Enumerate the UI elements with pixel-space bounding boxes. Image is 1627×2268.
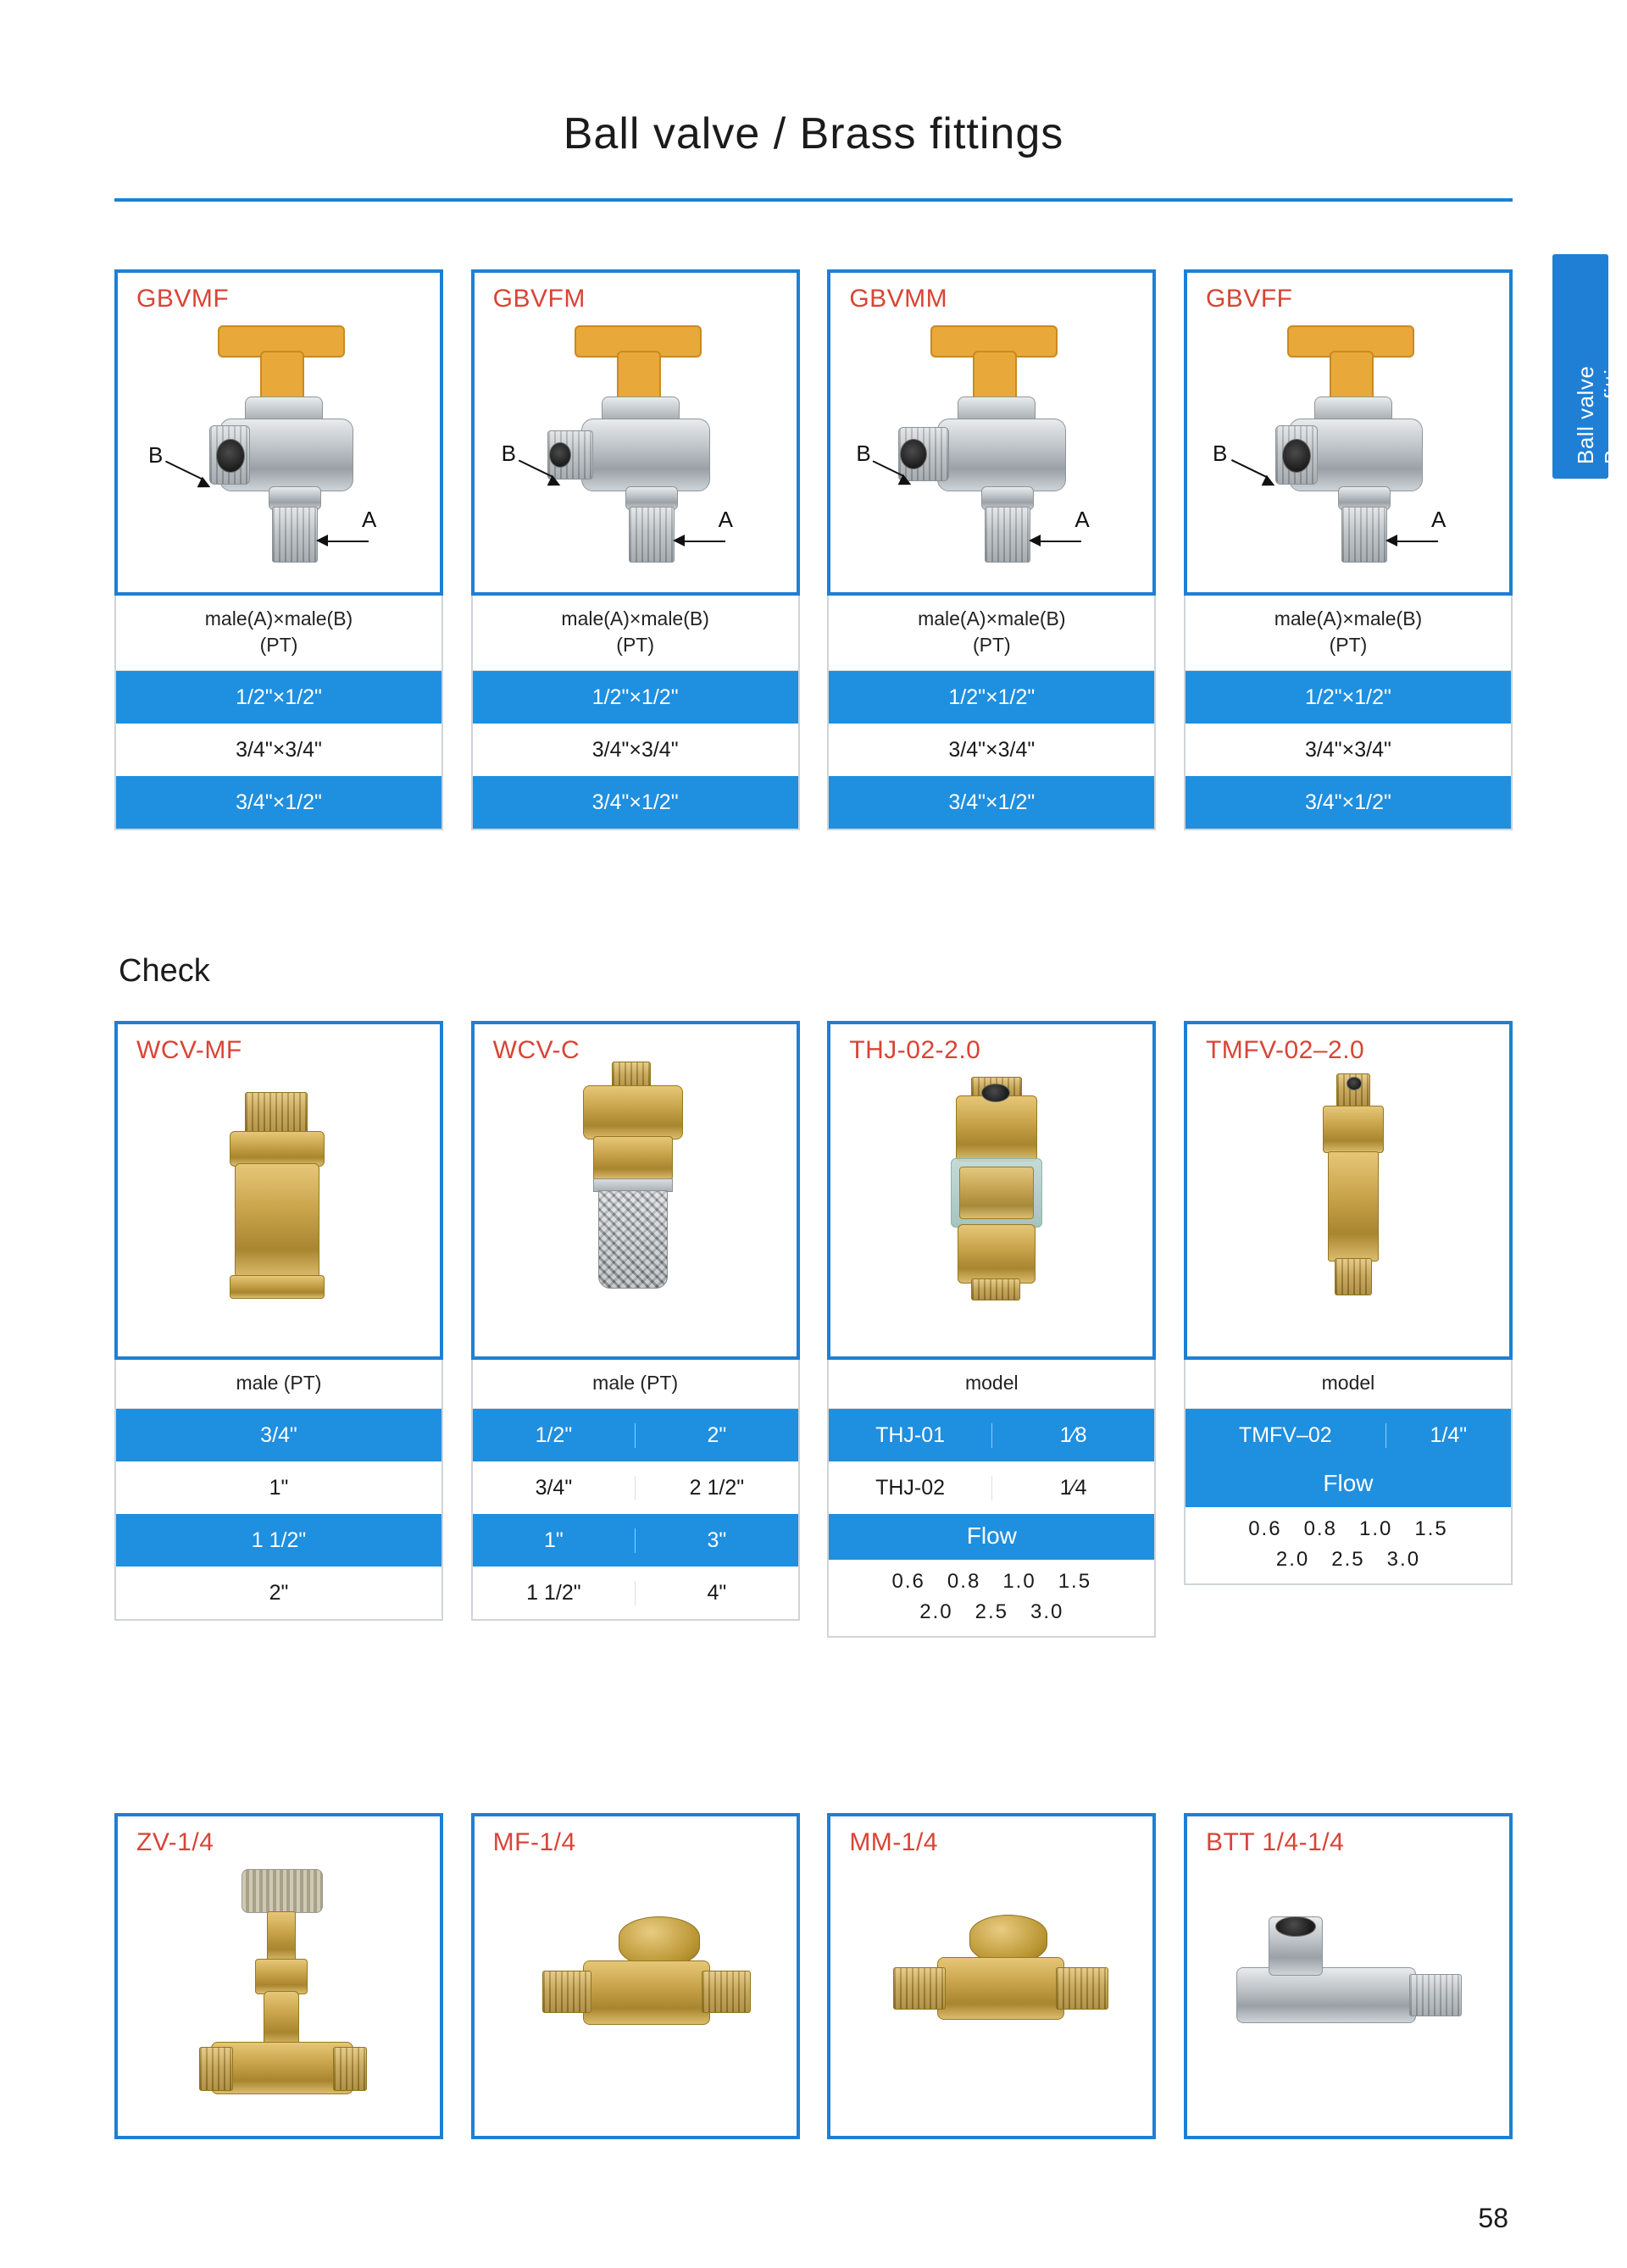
spec-cell: TMFV–02 — [1238, 1422, 1332, 1447]
product-image — [827, 1021, 1156, 1360]
label-a: A — [718, 507, 733, 532]
spec-cell: 1/2"×1/2" — [948, 685, 1036, 709]
page-number: 58 — [1478, 2203, 1508, 2233]
label-b: B — [856, 441, 871, 466]
product-card[interactable] — [114, 1813, 443, 2139]
spec-row — [829, 724, 1154, 776]
flow-values — [1186, 1507, 1511, 1583]
flow-header: Flow — [829, 1514, 1154, 1560]
flow-value: 2.5 — [1331, 1548, 1365, 1572]
spec-cell: 1" — [269, 1475, 289, 1500]
valve-illustration-tmfv — [1187, 1024, 1509, 1356]
label-a: A — [362, 507, 377, 532]
spec-table — [471, 596, 800, 830]
title-divider — [114, 198, 1513, 202]
spec-row — [1186, 776, 1511, 829]
spec-row — [116, 776, 441, 829]
flow-value: 1.5 — [1058, 1570, 1092, 1594]
check-valve-illustration-wcvc — [475, 1024, 797, 1356]
spec-table — [114, 1360, 443, 1621]
product-card[interactable] — [114, 269, 443, 830]
label-a: A — [1430, 507, 1447, 532]
spec-header: male(A)×male(B) (PT) — [1186, 596, 1511, 671]
spec-cell: 1/2" — [535, 1422, 573, 1447]
product-row-mini-valves — [114, 1813, 1513, 2139]
product-card[interactable] — [1184, 1813, 1513, 2139]
side-tab-line1: Ball valve — [1573, 365, 1598, 464]
spec-row — [829, 1461, 1154, 1514]
section-label-check: Check — [119, 953, 210, 989]
spec-cell: 1/2"×1/2" — [591, 685, 679, 709]
page-title: Ball valve / Brass fittings — [563, 109, 1064, 158]
spec-cell: 1 1/2" — [526, 1580, 581, 1605]
label-b: B — [501, 441, 516, 466]
mini-valve-illustration-mm — [830, 1816, 1152, 2136]
spec-cell: 3/4"×1/2" — [948, 790, 1036, 814]
product-code: BTT 1/4-1/4 — [1205, 1828, 1345, 1856]
spec-cell: 3/4"×1/2" — [236, 790, 322, 814]
spec-header: male(A)×male(B) (PT) — [829, 596, 1154, 671]
spec-row — [1186, 1409, 1511, 1461]
spec-row — [473, 671, 798, 724]
spec-cell: 1/2"×1/2" — [1305, 685, 1391, 709]
spec-cell: 3/4"×3/4" — [236, 737, 322, 762]
spec-row — [829, 671, 1154, 724]
flow-value: 1.5 — [1414, 1517, 1448, 1541]
product-card[interactable] — [827, 1813, 1156, 2139]
spec-row — [116, 1567, 441, 1619]
label-b: B — [148, 442, 164, 468]
spec-row — [116, 1461, 441, 1514]
spec-header: male (PT) — [116, 1360, 441, 1409]
product-card[interactable] — [827, 269, 1156, 830]
product-image — [114, 269, 443, 596]
spec-table — [1184, 1360, 1513, 1585]
spec-table — [471, 1360, 800, 1621]
tee-fitting-illustration-btt — [1187, 1816, 1509, 2136]
spec-row — [1186, 671, 1511, 724]
product-code: GBVFF — [1205, 285, 1293, 313]
product-code: GBVMF — [136, 285, 230, 313]
spec-cell: 3/4" — [260, 1422, 297, 1447]
side-tab-line2: Brass fittings — [1600, 332, 1625, 464]
spec-row — [116, 724, 441, 776]
spec-row — [1186, 724, 1511, 776]
check-valve-illustration-wcvmf — [118, 1024, 440, 1356]
spec-cell: 1⁄4 — [991, 1476, 1155, 1500]
spec-header: model — [1186, 1360, 1511, 1409]
flow-value: 1.0 — [1002, 1570, 1036, 1594]
spec-row — [829, 1409, 1154, 1461]
spec-cell: 3/4"×3/4" — [591, 737, 679, 762]
flow-value: 3.0 — [1386, 1548, 1421, 1572]
valve-illustration-gbvff — [1187, 273, 1509, 592]
product-card[interactable] — [1184, 269, 1513, 830]
spec-cell: 2" — [635, 1423, 798, 1448]
label-a: A — [1074, 507, 1090, 532]
spec-table — [827, 1360, 1156, 1638]
product-image — [114, 1813, 443, 2139]
spec-row — [116, 1409, 441, 1461]
spec-row — [116, 671, 441, 724]
spec-cell: 1" — [544, 1528, 564, 1552]
spec-cell: 2 1/2" — [635, 1476, 798, 1500]
product-card[interactable] — [114, 1021, 443, 1638]
product-code: WCV-C — [492, 1036, 580, 1064]
spec-cell: 1/4" — [1385, 1423, 1511, 1448]
product-code: TMFV-02–2.0 — [1205, 1036, 1365, 1064]
flow-value: 1.0 — [1358, 1517, 1393, 1541]
product-image — [827, 269, 1156, 596]
spec-cell: 3" — [635, 1528, 798, 1553]
valve-illustration-gbvfm — [475, 273, 797, 592]
valve-illustration-gbvmf — [118, 273, 440, 592]
product-code: THJ-02-2.0 — [849, 1036, 981, 1064]
valve-illustration-gbvmm — [830, 273, 1152, 592]
spec-cell: 1 1/2" — [251, 1528, 307, 1552]
flow-value: 0.6 — [891, 1570, 925, 1594]
product-card[interactable] — [471, 269, 800, 830]
side-tab — [1552, 254, 1625, 479]
spec-row — [473, 1409, 798, 1461]
spec-cell: 1⁄8 — [991, 1423, 1155, 1448]
flow-value: 2.0 — [919, 1600, 953, 1624]
spec-cell: THJ-02 — [875, 1475, 946, 1500]
product-image — [114, 1021, 443, 1360]
product-image — [827, 1813, 1156, 2139]
spec-header: male (PT) — [473, 1360, 798, 1409]
product-code: WCV-MF — [136, 1036, 242, 1064]
flow-value: 2.5 — [975, 1600, 1008, 1624]
product-row-ball-valves — [114, 269, 1513, 830]
flow-value: 3.0 — [1030, 1600, 1064, 1624]
spec-table — [114, 596, 443, 830]
spec-table — [827, 596, 1156, 830]
spec-cell: 3/4"×1/2" — [1305, 790, 1391, 814]
spec-row — [116, 1514, 441, 1567]
spec-row — [473, 1461, 798, 1514]
product-image — [471, 1021, 800, 1360]
spec-cell: 1/2"×1/2" — [236, 685, 322, 709]
product-card[interactable] — [471, 1813, 800, 2139]
product-image — [471, 269, 800, 596]
flow-value: 0.6 — [1248, 1517, 1282, 1541]
product-code: MF-1/4 — [492, 1828, 576, 1856]
spec-header: male(A)×male(B) (PT) — [473, 596, 798, 671]
product-image — [1184, 1813, 1513, 2139]
spec-cell: THJ-01 — [875, 1422, 946, 1447]
product-image — [1184, 269, 1513, 596]
spec-row — [829, 776, 1154, 829]
product-code: GBVMM — [849, 285, 948, 313]
product-card[interactable] — [471, 1021, 800, 1638]
spec-row — [473, 1514, 798, 1567]
spec-header: male(A)×male(B) (PT) — [116, 596, 441, 671]
flow-value: 0.8 — [1303, 1517, 1337, 1541]
spec-cell: 3/4" — [535, 1475, 573, 1500]
product-card[interactable] — [1184, 1021, 1513, 1638]
mini-valve-illustration-mf — [475, 1816, 797, 2136]
flow-values — [829, 1560, 1154, 1636]
spec-row — [473, 776, 798, 829]
spec-cell: 3/4"×3/4" — [948, 737, 1036, 762]
spec-row — [473, 724, 798, 776]
spec-cell: 4" — [635, 1581, 798, 1605]
label-b: B — [1212, 441, 1228, 466]
product-code: GBVFM — [492, 285, 586, 313]
flow-header: Flow — [1186, 1461, 1511, 1507]
needle-valve-illustration-zv — [118, 1816, 440, 2136]
product-code: MM-1/4 — [849, 1828, 938, 1856]
product-card[interactable] — [827, 1021, 1156, 1638]
spec-cell: 3/4"×3/4" — [1305, 737, 1391, 762]
spec-table — [1184, 596, 1513, 830]
hand-valve-illustration-thj — [830, 1024, 1152, 1356]
product-image — [471, 1813, 800, 2139]
product-code: ZV-1/4 — [136, 1828, 214, 1856]
spec-cell: 2" — [269, 1580, 289, 1605]
spec-header: model — [829, 1360, 1154, 1409]
product-row-check-valves — [114, 1021, 1513, 1638]
flow-value: 0.8 — [947, 1570, 981, 1594]
product-image — [1184, 1021, 1513, 1360]
flow-value: 2.0 — [1275, 1548, 1310, 1572]
spec-row — [473, 1567, 798, 1619]
spec-cell: 3/4"×1/2" — [591, 790, 679, 814]
